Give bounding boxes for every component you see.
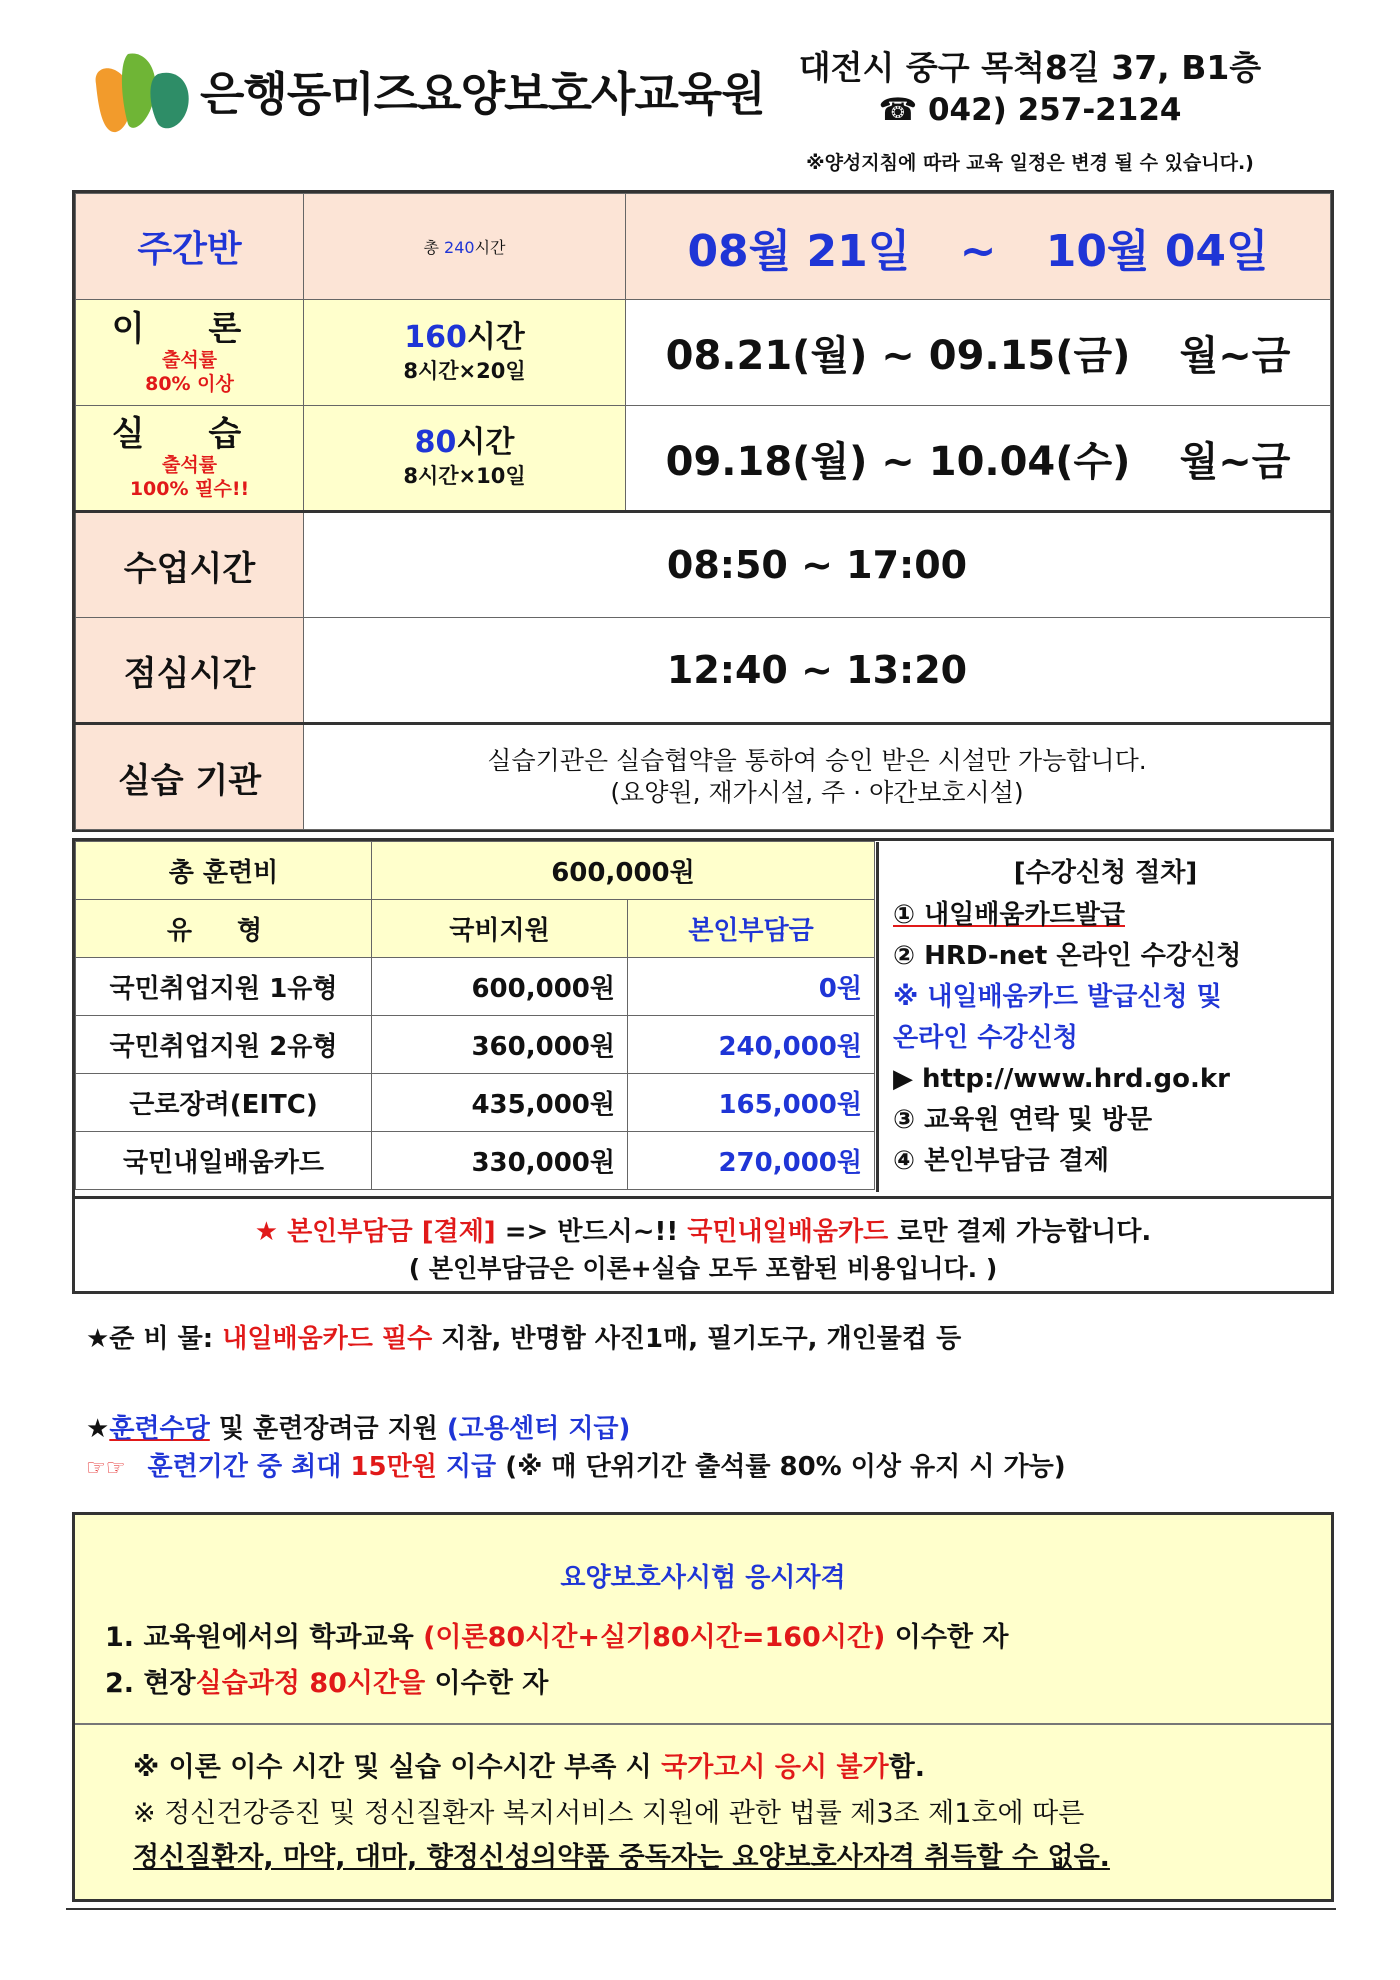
subsidy-detail-line: ☞☞ 훈련기간 중 최대 15만원 지급 (※ 매 단위기간 출석률 80% 이상 유지 시 가능) bbox=[86, 1452, 1066, 1482]
pointing-hand-icon: ☞☞ bbox=[86, 1456, 126, 1481]
theory-range: 08.21(월) ~ 09.15(금) 월~금 bbox=[626, 300, 1331, 406]
table-row bbox=[76, 1016, 875, 1074]
fee-header-type: 유 형 bbox=[76, 900, 372, 958]
table-row bbox=[76, 1074, 875, 1132]
table-row bbox=[76, 1132, 875, 1190]
fee-header-self: 본인부담금 bbox=[628, 900, 875, 958]
procedure-note-1: ※ 내일배움카드 발급신청 및 bbox=[893, 982, 1222, 1012]
fee-self: 240,000원 bbox=[628, 1016, 875, 1074]
procedure-step-3: ③ 교육원 연락 및 방문 bbox=[893, 1105, 1153, 1135]
fee-header-gov: 국비지원 bbox=[372, 900, 628, 958]
theory-hours: 160시간 8시간×20일 bbox=[304, 300, 626, 406]
table-row bbox=[76, 958, 875, 1016]
enrollment-procedure bbox=[876, 842, 1332, 1192]
schedule-table bbox=[72, 190, 1334, 832]
total-fee-value: 600,000원 bbox=[372, 842, 875, 900]
hrd-link[interactable]: ▶ http://www.hrd.go.kr bbox=[893, 1064, 1230, 1094]
phone-number: 042) 257-2124 bbox=[927, 92, 1182, 128]
fee-self: 0원 bbox=[628, 958, 875, 1016]
procedure-title: [수강신청 절차] bbox=[1013, 858, 1198, 888]
procedure-note-2: 온라인 수강신청 bbox=[893, 1023, 1078, 1053]
fee-gov: 360,000원 bbox=[372, 1016, 628, 1074]
procedure-step-4: ④ 본인부담금 결제 bbox=[893, 1146, 1109, 1176]
warning-3: 정신질환자, 마약, 대마, 향정신성의약품 중독자는 요양보호사자격 취득할 수 없음. bbox=[133, 1842, 1110, 1873]
fee-type: 국민취업지원 2유형 bbox=[76, 1016, 372, 1074]
payment-note: ★ 본인부담금 [결제] => 반드시~!! 국민내일배움카드 로만 결제 가능합니다. ( 본인부담금은 이론+실습 모두 포함된 비용입니다. ) bbox=[72, 1196, 1334, 1297]
org-name: 은행동미즈요양보호사교육원 bbox=[200, 67, 765, 121]
warning-1: ※ 이론 이수 시간 및 실습 이수시간 부족 시 국가고시 응시 불가함. bbox=[133, 1752, 925, 1783]
practice-hours: 80시간 8시간×10일 bbox=[304, 406, 626, 512]
divider bbox=[75, 1723, 1331, 1725]
practice-label: 실 습 출석률 100% 필수!! bbox=[76, 406, 304, 512]
phone bbox=[770, 92, 1290, 128]
fee-table bbox=[75, 841, 875, 1190]
qualification-item-1: 1. 교육원에서의 학과교육 (이론80시간+실기80시간=160시간) 이수한 자 bbox=[105, 1622, 1009, 1653]
lunch-time-label: 점심시간 bbox=[76, 618, 304, 724]
fee-self: 165,000원 bbox=[628, 1074, 875, 1132]
schedule-notice: ※양성지침에 따라 교육 일정은 변경 될 수 있습니다.) bbox=[806, 152, 1254, 174]
logo-icon bbox=[88, 44, 198, 134]
bottom-divider bbox=[66, 1908, 1336, 1910]
fee-type: 국민내일배움카드 bbox=[76, 1132, 372, 1190]
theory-label: 이 론 출석률 80% 이상 bbox=[76, 300, 304, 406]
qualification-title: 요양보호사시험 응시자격 bbox=[560, 1563, 846, 1593]
fee-type: 국민취업지원 1유형 bbox=[76, 958, 372, 1016]
supplies-line: ★준 비 물: 내일배움카드 필수 지참, 반명함 사진1매, 필기도구, 개인물컵 등 bbox=[86, 1324, 962, 1354]
practice-site-info: 실습기관은 실습협약을 통하여 승인 받은 시설만 가능합니다. (요양원, 재가시설, 주 · 야간보호시설) bbox=[304, 724, 1331, 830]
fee-self: 270,000원 bbox=[628, 1132, 875, 1190]
total-hours: 총 240시간 bbox=[304, 194, 626, 300]
fee-gov: 600,000원 bbox=[372, 958, 628, 1016]
address: 대전시 중구 목척8길 37, B1층 bbox=[798, 48, 1262, 87]
star-icon: ★ bbox=[254, 1217, 278, 1247]
class-time: 08:50 ~ 17:00 bbox=[304, 512, 1331, 618]
practice-range: 09.18(월) ~ 10.04(수) 월~금 bbox=[626, 406, 1331, 512]
fee-gov: 330,000원 bbox=[372, 1132, 628, 1190]
fee-type: 근로장려(EITC) bbox=[76, 1074, 372, 1132]
subsidy-line: ★훈련수당 및 훈련장려금 지원 (고용센터 지급) bbox=[86, 1414, 631, 1444]
procedure-step-2: ② HRD-net 온라인 수강신청 bbox=[893, 941, 1242, 971]
course-period: 08월 21일 ~ 10월 04일 bbox=[626, 194, 1331, 300]
class-type: 주간반 bbox=[76, 194, 304, 300]
lunch-time: 12:40 ~ 13:20 bbox=[304, 618, 1331, 724]
qualification-item-2: 2. 현장실습과정 80시간을 이수한 자 bbox=[105, 1668, 549, 1699]
practice-site-label: 실습 기관 bbox=[76, 724, 304, 830]
fee-gov: 435,000원 bbox=[372, 1074, 628, 1132]
class-time-label: 수업시간 bbox=[76, 512, 304, 618]
telephone-icon: ☎ bbox=[878, 92, 918, 128]
exam-qualification-box bbox=[72, 1512, 1334, 1902]
total-fee-label: 총 훈련비 bbox=[76, 842, 372, 900]
warning-2: ※ 정신건강증진 및 정신질환자 복지서비스 지원에 관한 법률 제3조 제1호에 따른 bbox=[133, 1798, 1085, 1829]
procedure-step-1: ① 내일배움카드발급 bbox=[893, 900, 1125, 930]
